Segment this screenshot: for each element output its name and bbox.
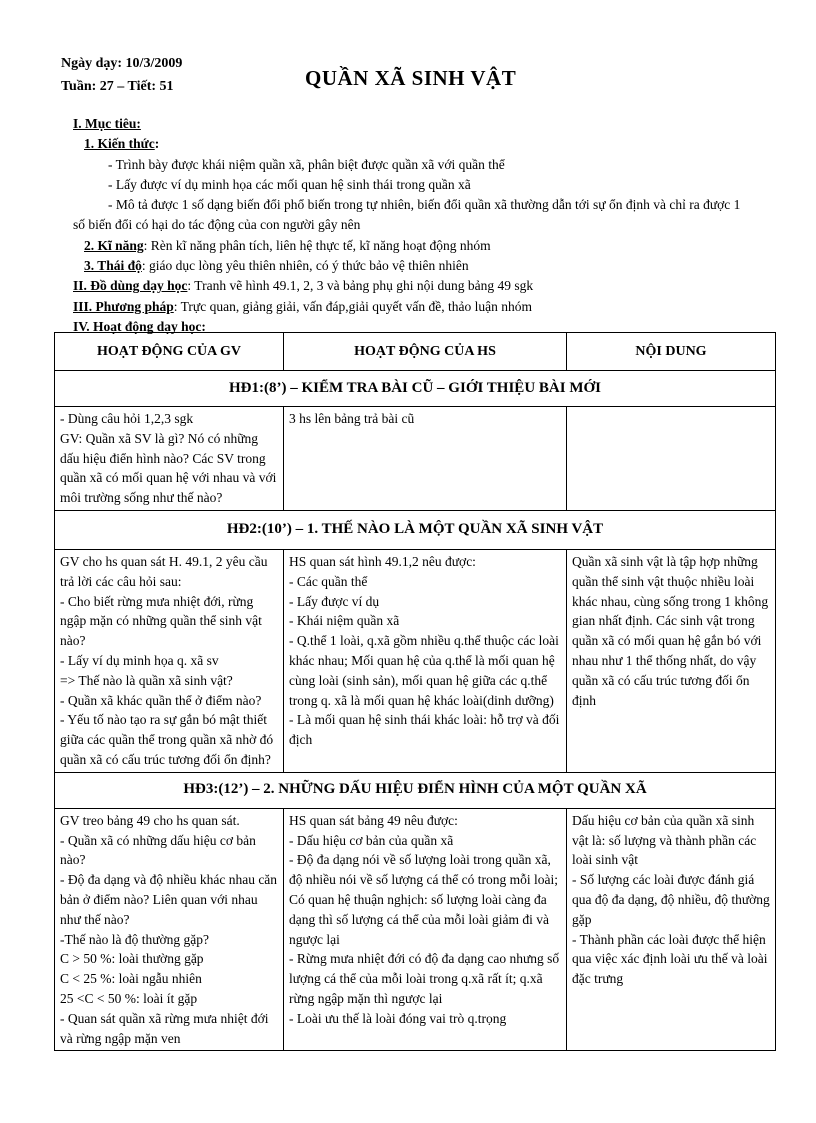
activities-label: IV. Hoạt động dạy học [73,318,202,334]
cell-content [567,808,776,1051]
cell-text: Dấu hiệu cơ bản của quần xã sinh vật là: số lượng và thành phần các loài sinh vật [572,812,757,868]
cell-text: - Là mối quan hệ sinh thái khác loài: hỗ trợ và đối địch [289,712,560,748]
cell-text: Quần xã sinh vật là tập hợp những quần thể sinh vật thuộc nhiều loài khác nhau, cùng sống trong 1 không gian nhất định. Các sinh vật trong quần xã có mối quan hệ gắn bó với nhau như 1 thể thống nhất, do vậy quần xã có cấu trúc tương đối ổn định [572,553,769,708]
cell-text: - Quần xã khác quần thể ở điểm nào? [60,692,262,708]
activities-colon: : [201,318,206,334]
cell-text: 25 <C < 50 %: loài ít gặp [60,990,198,1006]
header-hs: HOẠT ĐỘNG CỦA HS [284,333,567,371]
cell-text: - Thành phần các loài được thể hiện qua việc xác định loài ưu thế và loài đặc trưng [572,931,768,987]
cell-hs [284,808,567,1051]
cell-text: 3 hs lên bảng trả bài cũ [289,411,415,426]
cell-text: - Quan sát quần xã rừng mưa nhiệt đới và rừng ngập mặn ven [60,1010,269,1046]
header-content: NỘI DUNG [567,333,776,371]
knowledge-item: - Mô tả được 1 số dạng biến đổi phổ biến trong tự nhiên, biến đổi quần xã thường dẫn tới sự ổn định và chỉ ra được 1 số biến đổi có hại do tác động của con người gây nên [73,197,741,233]
table-row [55,808,776,1051]
cell-gv [55,407,284,511]
knowledge-label: 1. Kiến thức [84,136,155,152]
knowledge-item: - Lấy được ví dụ minh họa các mối quan hệ sinh thái trong quần xã [108,176,471,192]
cell-text: - Quần xã có những dấu hiệu cơ bản nào? [60,832,256,868]
cell-text: GV cho hs quan sát H. 49.1, 2 yêu cầu trả lời các câu hỏi sau: [60,553,268,589]
cell-gv [55,808,284,1051]
cell-gv [55,549,284,772]
cell-text: C < 25 %: loài ngẫu nhiên [60,971,202,987]
attitude-text: : giáo dục lòng yêu thiên nhiên, có ý thức bảo vệ thiên nhiên [141,258,469,274]
knowledge-item: - Trình bày được khái niệm quần xã, phân biệt được quần xã với quần thể [108,156,505,172]
cell-text: HS quan sát bảng 49 nêu được: [289,812,458,828]
skills-label: 2. Kĩ năng [84,237,144,253]
cell-text: - Các quần thể [289,573,368,589]
cell-text: GV: Quần xã SV là gì? Nó có những dấu hiệu điển hình nào? Các SV trong quần xã có mối quan hệ với nhau và với môi trường sống như thế nào? [60,430,277,506]
cell-hs [284,549,567,772]
objectives-heading: I. Mục tiêu: [73,116,141,131]
cell-text: - Số lượng các loài được đánh giá qua độ đa dạng, độ nhiều, độ thường gặp [572,872,770,927]
cell-text: - Khái niệm quần xã [289,613,400,629]
week-period: Tuần: 27 – Tiết: 51 [61,79,174,94]
materials-text: : Tranh vẽ hình 49.1, 2, 3 và bảng phụ ghi nội dung bảng 49 sgk [187,278,534,294]
cell-text: C > 50 %: loài thường gặp [60,951,204,967]
attitude-label: 3. Thái độ [84,258,142,274]
cell-content [567,549,776,772]
section-title: HĐ1:(8’) – KIỂM TRA BÀI CŨ – GIỚI THIỆU BÀI MỚI [55,371,776,407]
section-title: HĐ2:(10’) – 1. THẾ NÀO LÀ MỘT QUẦN XÃ SINH VẬT [55,510,776,549]
cell-content [567,407,776,511]
cell-text: - Cho biết rừng mưa nhiệt đới, rừng ngập mặn có những quần thể sinh vật nào? [60,593,262,649]
cell-text: - Yếu tố nào tạo ra sự gắn bó mật thiết giữa các quần thể trong quần xã nhờ đó quần xã có cấu trúc tương đối ổn định? [60,712,274,767]
skills-text: : Rèn kĩ năng phân tích, liên hệ thực tế, kĩ năng hoạt động nhóm [143,237,491,253]
cell-text: - Độ đa dạng nói về số lượng loài trong quần xã, độ nhiều nói về số lượng cá thể có trong mỗi loài; Có quan hệ thuận nghịch: số lượng loài càng đa dạng thì số lượng cá thể của mỗi loài giảm đi và ngược lại [289,852,559,947]
methods-text: : Trực quan, giảng giải, vấn đáp,giải quyết vấn đề, thảo luận nhóm [173,298,533,314]
table-row [55,407,776,511]
cell-text: - Dấu hiệu cơ bản của quần xã [289,832,454,848]
section-title: HĐ3:(12’) – 2. NHỮNG DẤU HIỆU ĐIỂN HÌNH CỦA MỘT QUẦN XÃ [55,772,776,808]
header-gv: HOẠT ĐỘNG CỦA GV [55,333,284,371]
methods-label: III. Phương pháp [73,298,174,314]
header-info [61,52,182,98]
cell-text: - Lấy ví dụ minh họa q. xã sv [60,652,219,668]
cell-text: GV treo bảng 49 cho hs quan sát. [60,812,240,828]
cell-text: - Q.thể 1 loài, q.xã gồm nhiều q.thể thuộc các loài khác nhau; Mối quan hệ của q.thể là mối quan hệ cùng loài (sinh sản), mối quan hệ giữa các q.thể trong q. xã là mối quan hệ khác loài(dinh dưỡng) [289,633,559,708]
page-title: QUẦN XÃ SINH VẬT [305,66,517,90]
cell-text: HS quan sát hình 49.1,2 nêu được: [289,553,476,569]
cell-text: - Lấy được ví dụ [289,593,380,609]
activities-table [54,332,776,1051]
objectives-section: I. Mục tiêu: 1. Kiến thức: - Trình bày được khái niệm quần xã, phân biệt được quần xã với quần thể - Lấy được ví dụ minh họa các mối quan hệ sinh thái trong quần xã - Mô tả được 1 số dạng biến đổi phổ biến trong tự nhiên, biến đổi quần xã thường dẫn tới sự ổn định và chỉ ra được 1 số biến đổi có hại do tác động của con người gây nên 2. Kĩ năng: Rèn kĩ năng phân tích, liên hệ thực tế, kĩ năng hoạt động nhóm 3. Thái độ: giáo dục lòng yêu thiên nhiên, có ý thức bảo vệ thiên nhiên II. Đồ dùng dạy học: Tranh vẽ hình 49.1, 2, 3 và bảng phụ ghi nội dung bảng 49 sgk III. Phương pháp: Trực quan, giảng giải, vấn đáp,giải quyết vấn đề, thảo luận nhóm IV. Hoạt động dạy học: [73,114,753,337]
cell-hs [284,407,567,511]
table-row [55,549,776,772]
cell-text: => Thế nào là quần xã sinh vật? [60,672,233,688]
cell-text: -Thế nào là độ thường gặp? [60,931,210,947]
teaching-date: Ngày dạy: 10/3/2009 [61,56,183,71]
materials-label: II. Đồ dùng dạy học [73,278,188,294]
cell-text: - Dùng câu hỏi 1,2,3 sgk [60,411,194,426]
cell-text: - Độ đa dạng và độ nhiều khác nhau căn bản ở điểm nào? Liên quan với nhau như thế nào? [60,872,278,927]
cell-text: - Loài ưu thế là loài đóng vai trò q.trọng [289,1010,507,1026]
cell-text: - Rừng mưa nhiệt đới có độ đa dạng cao nhưng số lượng cá thể của mỗi loài trong q.xã rất ít; q.xã rừng ngập mặn thì ngược lại [289,951,560,1006]
